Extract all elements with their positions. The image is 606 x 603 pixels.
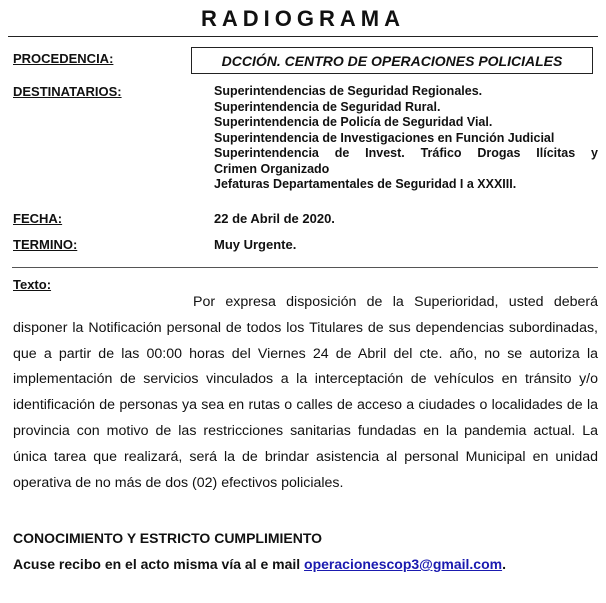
acknowledgement-text: Acuse recibo en el acto misma vía al e mail (13, 556, 305, 572)
fecha-value: 22 de Abril de 2020. (214, 211, 335, 226)
destinatario-item: Jefaturas Departamentales de Seguridad I a XXXIII. (214, 177, 517, 191)
title-divider (8, 36, 598, 37)
destinatario-item: Superintendencia de Invest. Tráfico Drogas Ilícitas y (214, 146, 598, 160)
document-title: RADIOGRAMA (201, 6, 405, 31)
acknowledgement-end: . (502, 556, 506, 572)
destinatarios-label: DESTINATARIOS: (13, 84, 122, 99)
procedencia-label: PROCEDENCIA: (13, 51, 114, 66)
destinatario-item: Superintendencia de Investigaciones en Función Judicial (214, 130, 555, 145)
message-body: Por expresa disposición de la Superioridad, usted deberá disponer la Notificación personal de todos los Titulares de sus dependencias subordinadas, que a partir de las 00:00 horas del Viernes 24 de Abril del cte. año, no se autoriza la implementación de servicios vinculados a la interceptación de vehículos en tránsito y/o identificación de personas ya sea en rutas o calles de acceso a ciudades o localidades de la provincia con motivo de las restricciones sanitarias fundadas en la pandemia actual. La única tarea que realizará, será la de brindar asistencia al personal Municipal en unidad operativa de no más de dos (02) efectivos policiales. (13, 294, 598, 491)
destinatarios-list (214, 84, 598, 193)
destinatario-item: Superintendencia de Policía de Seguridad Vial. (214, 115, 493, 129)
destinatario-item: Crimen Organizado (214, 161, 330, 176)
procedencia-value: DCCIÓN. CENTRO DE OPERACIONES POLICIALES (221, 52, 563, 69)
termino-label: TERMINO: (13, 237, 78, 252)
texto-label: Texto: (13, 277, 52, 292)
email-link[interactable]: operacionescop3@gmail.com (304, 556, 503, 572)
section-divider (12, 267, 598, 268)
acknowledgement-line (13, 556, 506, 572)
procedencia-box (191, 47, 593, 74)
destinatario-item: Superintendencia de Seguridad Rural. (214, 99, 441, 114)
termino-value: Muy Urgente. (214, 237, 297, 252)
closing-heading: CONOCIMIENTO Y ESTRICTO CUMPLIMIENTO (13, 530, 323, 546)
destinatario-item: Superintendencias de Seguridad Regionales. (214, 84, 483, 98)
fecha-label: FECHA: (13, 211, 63, 226)
